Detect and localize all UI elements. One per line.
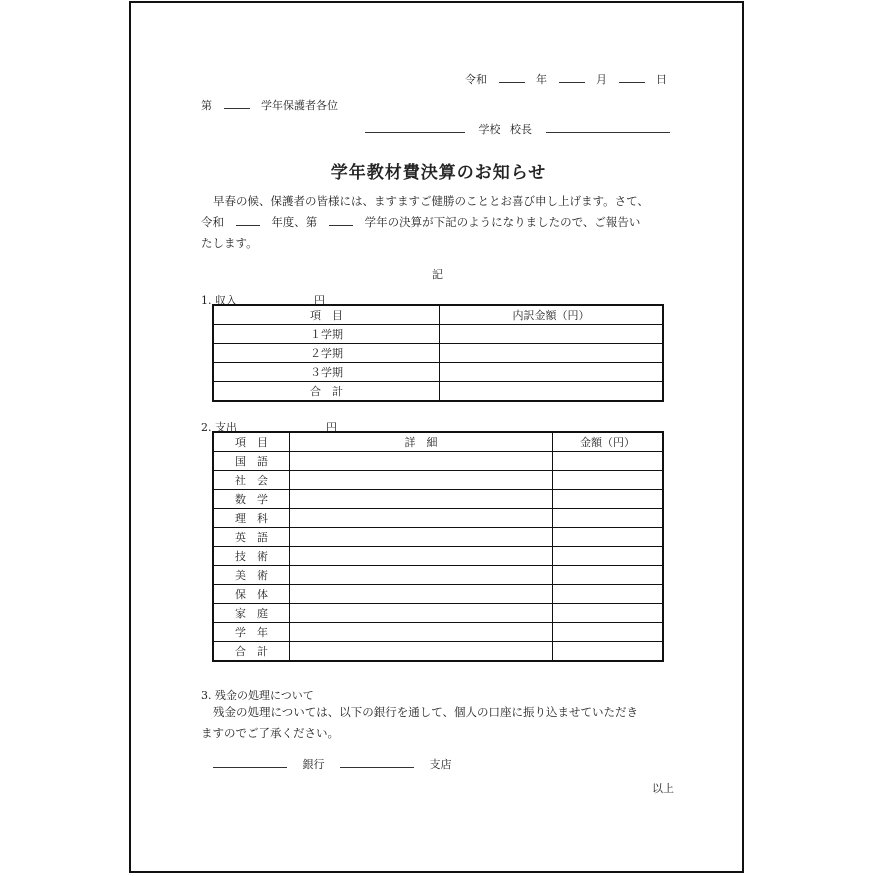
document-page <box>129 1 744 873</box>
intro-line-2-rest: 学年の決算が下記のようになりましたので、ご報告い <box>364 215 641 229</box>
fiscal-year-blank <box>236 216 260 226</box>
expense-detail-cell[interactable] <box>290 528 553 547</box>
intro-line-1: 早春の候、保護者の皆様には、ますますご健勝のこととお喜び申し上げます。さて、 <box>213 194 649 208</box>
table-row <box>213 471 663 490</box>
income-amount-cell[interactable] <box>440 382 664 402</box>
date-month-label: 月 <box>596 73 607 86</box>
branch-name-blank[interactable] <box>340 758 414 768</box>
branch-label: 支店 <box>429 758 452 771</box>
expense-detail-cell[interactable] <box>290 509 553 528</box>
intro-year-grade: 年度、第 <box>271 215 318 229</box>
income-row-label: 合 計 <box>213 382 440 402</box>
expense-amount-cell[interactable] <box>553 528 664 547</box>
intro-line-3: たします。 <box>201 236 258 250</box>
intro-era: 令和 <box>201 215 224 229</box>
sender-line <box>365 121 670 137</box>
expense-row-label: 家 庭 <box>213 604 290 623</box>
expense-detail-cell[interactable] <box>290 452 553 471</box>
expense-row-label: 技 術 <box>213 547 290 566</box>
balance-line-1: 残金の処理については、以下の銀行を通して、個人の口座に振り込ませていただき <box>213 705 639 719</box>
date-day-blank <box>619 73 645 83</box>
expense-heading-label: 2. 支出 <box>201 421 237 434</box>
balance-paragraph <box>201 702 681 744</box>
table-row <box>213 344 663 363</box>
table-row <box>213 325 663 344</box>
income-col-amount: 内訳金額（円） <box>440 305 664 325</box>
date-day-label: 日 <box>656 73 667 86</box>
expense-row-label: 社 会 <box>213 471 290 490</box>
page-title: 学年教材費決算のお知らせ <box>330 163 547 183</box>
expense-amount-cell[interactable] <box>553 452 664 471</box>
income-table <box>212 304 664 402</box>
balance-heading: 3. 残金の処理について <box>201 689 314 702</box>
expense-row-label: 保 体 <box>213 585 290 604</box>
expense-amount-cell[interactable] <box>553 642 664 662</box>
expense-amount-cell[interactable] <box>553 471 664 490</box>
school-name-blank <box>365 123 465 133</box>
income-unit: 円 <box>314 294 325 307</box>
expense-amount-cell[interactable] <box>553 585 664 604</box>
principal-name-blank <box>546 123 670 133</box>
expense-row-label: 数 学 <box>213 490 290 509</box>
expense-detail-cell[interactable] <box>290 566 553 585</box>
income-col-item: 項 目 <box>213 305 440 325</box>
table-row <box>213 528 663 547</box>
date-month-blank <box>559 73 585 83</box>
sender-school: 学校 <box>478 123 501 136</box>
expense-unit: 円 <box>326 421 337 434</box>
balance-line-2: ますのでご了承ください。 <box>201 726 339 740</box>
expense-detail-cell[interactable] <box>290 585 553 604</box>
income-row-label: １学期 <box>213 325 440 344</box>
expense-detail-cell[interactable] <box>290 623 553 642</box>
expense-detail-cell[interactable] <box>290 547 553 566</box>
recipient-suffix: 学年保護者各位 <box>261 99 338 112</box>
date-year-label: 年 <box>536 73 547 86</box>
bank-line <box>213 756 452 772</box>
expense-row-label: 英 語 <box>213 528 290 547</box>
bank-name-blank[interactable] <box>213 758 287 768</box>
ki-label: 記 <box>432 268 443 281</box>
expense-amount-cell[interactable] <box>553 547 664 566</box>
table-row <box>213 490 663 509</box>
table-header-row <box>213 305 663 325</box>
date-year-blank <box>499 73 525 83</box>
table-row <box>213 642 663 662</box>
income-row-label: ２学期 <box>213 344 440 363</box>
sender-principal: 校長 <box>510 123 532 136</box>
intro-paragraph <box>201 191 681 254</box>
expense-detail-cell[interactable] <box>290 471 553 490</box>
bank-label: 銀行 <box>302 758 325 771</box>
table-row <box>213 585 663 604</box>
table-row <box>213 604 663 623</box>
income-amount-cell[interactable] <box>440 363 664 382</box>
intro-line-2 <box>201 212 681 233</box>
expense-amount-cell[interactable] <box>553 623 664 642</box>
recipient-prefix: 第 <box>201 99 212 112</box>
recipient-line <box>201 97 338 113</box>
income-amount-cell[interactable] <box>440 325 664 344</box>
income-amount-cell[interactable] <box>440 344 664 363</box>
expense-row-label: 学 年 <box>213 623 290 642</box>
grade-number-blank <box>329 216 353 226</box>
closing-label: 以上 <box>652 782 674 795</box>
table-row <box>213 363 663 382</box>
table-row <box>213 452 663 471</box>
expense-detail-cell[interactable] <box>290 604 553 623</box>
expense-col-detail: 詳 細 <box>290 432 553 452</box>
table-row <box>213 547 663 566</box>
table-row <box>213 566 663 585</box>
date-line <box>465 71 667 87</box>
expense-row-label: 理 科 <box>213 509 290 528</box>
table-row <box>213 509 663 528</box>
table-row <box>213 382 663 402</box>
table-header-row <box>213 432 663 452</box>
expense-row-label: 国 語 <box>213 452 290 471</box>
income-heading-label: 1. 収入 <box>201 294 237 307</box>
expense-col-amount: 金額（円） <box>553 432 664 452</box>
grade-blank <box>224 99 250 109</box>
expense-row-label: 合 計 <box>213 642 290 662</box>
expense-row-label: 美 術 <box>213 566 290 585</box>
income-row-label: ３学期 <box>213 363 440 382</box>
table-row <box>213 623 663 642</box>
expense-col-item: 項 目 <box>213 432 290 452</box>
expense-amount-cell[interactable] <box>553 566 664 585</box>
expense-detail-cell[interactable] <box>290 490 553 509</box>
expense-amount-cell[interactable] <box>553 490 664 509</box>
expense-amount-cell[interactable] <box>553 604 664 623</box>
date-era: 令和 <box>465 73 487 86</box>
expense-detail-cell[interactable] <box>290 642 553 662</box>
expense-amount-cell[interactable] <box>553 509 664 528</box>
expense-table <box>212 431 664 662</box>
